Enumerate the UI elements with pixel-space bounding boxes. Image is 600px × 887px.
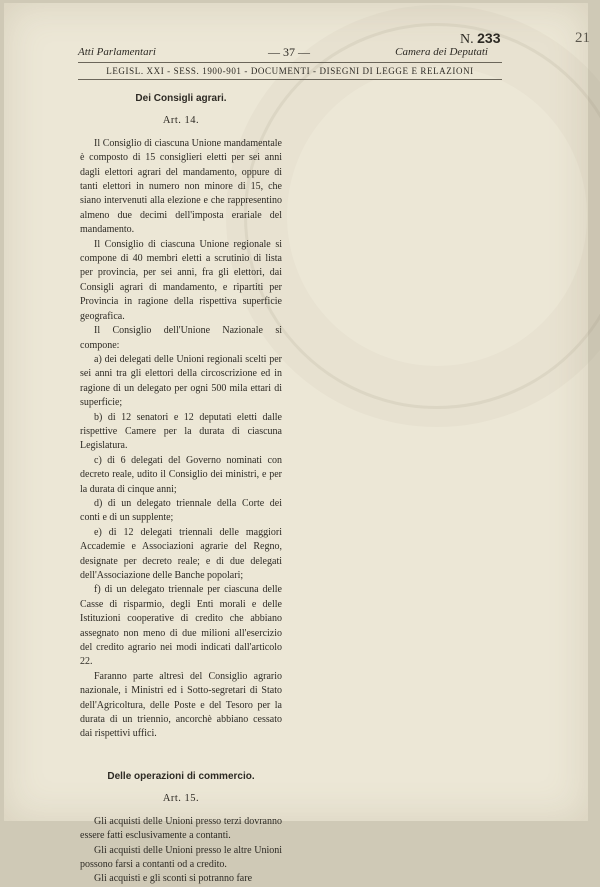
page-number: — 37 — (268, 45, 310, 59)
list-item: b) di 12 senatori e 12 deputati eletti dalle rispettive Camere per la durata di ciascuna Legislatura. (80, 411, 282, 452)
list-item: e) di 12 delegati triennali delle maggiori Accademie e Associazioni agrarie del Regno, designate per decreto reale; e di due delegati dell'Associazione delle Banche popolari; (80, 526, 282, 581)
paragraph: Gli acquisti delle Unioni presso le altre Unioni possono farsi a contanti od a credito. (80, 844, 282, 870)
section-title-consigli: Dei Consigli agrari. (135, 93, 227, 104)
paragraph: Il Consiglio dell'Unione Nazionale si compone: (80, 325, 282, 351)
running-header (78, 42, 502, 63)
list-item: d) di un delegato triennale della Corte dei conti e di un supplente; (80, 497, 282, 524)
list-item: c) di 6 delegati del Governo nominati con decreto reale, udito il Consiglio dei ministri, e per la durata di cinque anni; (80, 454, 282, 495)
legislature-subheader: LEGISL. XXI - SESS. 1900-901 - DOCUMENTI - DISEGNI DI LEGGE E RELAZIONI (78, 64, 502, 80)
list-item: a) dei delegati delle Unioni regionali scelti per sei anni tra gli elettori della circoscrizione ed in ragione di un delegato per ogni 500 mila ettari di superficie; (80, 353, 282, 409)
article-15-heading: Art. 15. (162, 793, 200, 805)
document-number-prefix: N. (460, 32, 474, 47)
paragraph: Gli acquisti e gli sconti si potranno fare (94, 873, 253, 885)
text-column (80, 88, 282, 887)
edge-page-number: 21 (575, 30, 590, 46)
paragraph: Il Consiglio di ciascuna Unione mandamentale è composto di 15 consiglieri eletti per sei anni dagli elettori agrari del mandamento, oppure di tanti elettori in numero non minore di 15, che siano intervenuti alla elezione e che rappresentino almeno due decimi dell'imposta erariale del mandamento. (80, 137, 282, 236)
paragraph: Gli acquisti delle Unioni presso terzi dovranno essere fatti esclusivamente a contanti. (80, 815, 282, 842)
header-left: Atti Parlamentari (78, 46, 156, 58)
header-right: Camera dei Deputati (395, 46, 488, 58)
paragraph: Il Consiglio di ciascuna Unione regionale si compone di 40 membri eletti a scrutinio di lista per provincia, per sei anni, fra gli elettori, dai Consigli agrari di mandamento, e ripartiti per Provincia in ragione della rispettiva superficie geografica. (80, 238, 282, 322)
list-item: f) di un delegato triennale per ciascuna delle Casse di risparmio, degli Enti morali e delle Istituzioni cooperative di credito che abbiano assegnato non meno di due milioni all'esercizio del credito agrario nei modi indicati dall'articolo 22. (80, 584, 282, 668)
paragraph: Faranno parte altresì del Consiglio agrario nazionale, i Ministri ed i Sotto-segretari di Stato dell'Agricoltura, delle Poste e del Tesoro per la durata di un triennio, ancorchè abbiano cessato dai rispettivi uffici. (80, 670, 282, 740)
document-number-value: 233 (477, 30, 501, 46)
seal-watermark (244, 23, 600, 409)
article-14-heading: Art. 14. (162, 115, 200, 127)
section-title-commercio: Delle operazioni di commercio. (107, 770, 255, 782)
